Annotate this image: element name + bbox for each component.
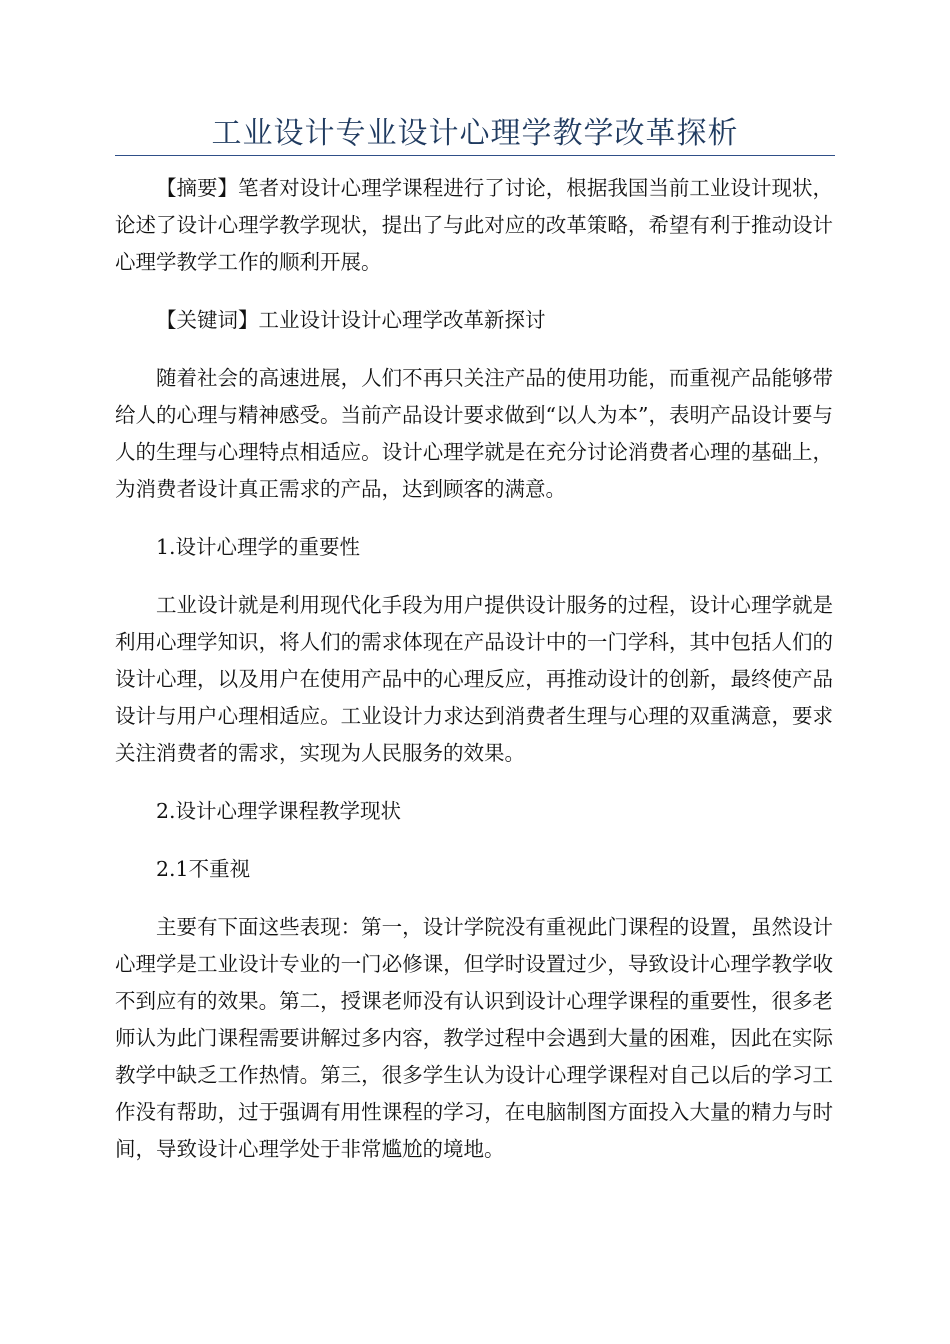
section-heading-2: 2.设计心理学课程教学现状 — [156, 799, 402, 823]
subsection-heading-2-1: 2.1不重视 — [156, 857, 251, 881]
subsection-2-1-paragraph: 主要有下面这些表现：第一，设计学院没有重视此门课程的设置，虽然设计心理学是工业设计专业的一门必修课，但学时设置过少，导致设计心理学教学收不到应有的效果。第二，授课老师没有认识到设计心理学课程的重要性，很多老师认为此门课程需要讲解过多内容，教学过程中会遇到大量的困难，因此在实际教学中缺乏工作热情。第三，很多学生认为设计心理学课程对自己以后的学习工作没有帮助，过于强调有用性课程的学习，在电脑制图方面投入大量的精力与时间，导致设计心理学处于非常尴尬的境地。 — [115, 915, 833, 1161]
intro-paragraph: 随着社会的高速进展，人们不再只关注产品的使用功能，而重视产品能够带给人的心理与精神感受。当前产品设计要求做到“以人为本”，表明产品设计要与人的生理与心理特点相适应。设计心理学就是在充分讨论消费者心理的基础上，为消费者设计真正需求的产品，达到顾客的满意。 — [115, 366, 833, 501]
document-body — [115, 170, 833, 1168]
section-1-paragraph: 工业设计就是利用现代化手段为用户提供设计服务的过程，设计心理学就是利用心理学知识，将人们的需求体现在产品设计中的一门学科，其中包括人们的设计心理，以及用户在使用产品中的心理反应，再推动设计的创新，最终使产品设计与用户心理相适应。工业设计力求达到消费者生理与心理的双重满意，要求关注消费者的需求，实现为人民服务的效果。 — [115, 593, 833, 765]
title-underline — [115, 155, 835, 156]
keywords-paragraph: 【关键词】工业设计设计心理学改革新探讨 — [156, 308, 546, 332]
section-heading-1: 1.设计心理学的重要性 — [156, 535, 361, 559]
abstract-paragraph: 【摘要】笔者对设计心理学课程进行了讨论，根据我国当前工业设计现状，论述了设计心理学教学现状，提出了与此对应的改革策略，希望有利于推动设计心理学教学工作的顺利开展。 — [115, 176, 833, 274]
document-title: 工业设计专业设计心理学教学改革探析 — [211, 116, 739, 151]
